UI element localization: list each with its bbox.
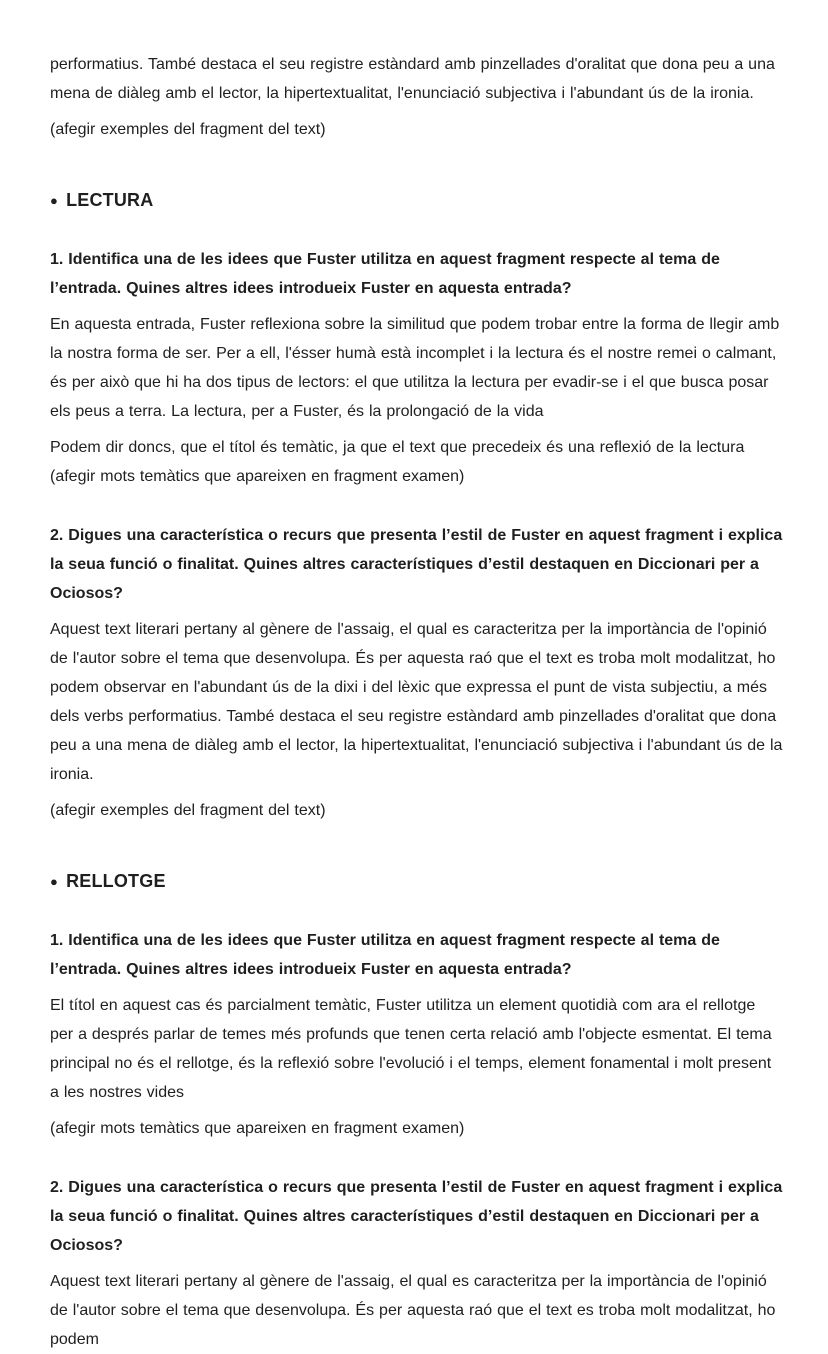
answer-1-lectura-paragraph-2: Podem dir doncs, que el títol és temàtic, ja que el text que precedeix és una reflexió de la lectura (afegir mots temàtics que apareixen en fragment examen) — [50, 439, 745, 485]
question-1-lectura: 1. Identifica una de les idees que Fuster utilitza en aquest fragment respecte al tema de l’entrada. Quines altres idees introdueix Fuster en aquesta entrada? — [50, 251, 720, 297]
answer-2-lectura: Aquest text literari pertany al gènere de l'assaig, el qual es caracteritza per la importància de l'opinió de l'autor sobre el tema que desenvolupa. És per aquesta raó que el text es troba molt modalitzat, ho podem observar en l'abundant ús de la dixi i del lèxic que expressa el punt de vista subjectiu, a més dels verbs performatius. També destaca el seu registre estàndard amb pinzellades d'oralitat que dona peu a una mena de diàleg amb el lector, la hipertextualitat, l'enunciació subjectiva i l'abundant ús de la ironia. — [50, 621, 783, 783]
question-2-rellotge: 2. Digues una característica o recurs que presenta l’estil de Fuster en aquest fragment i explica la seua funció o finalitat. Quines altres característiques d’estil destaquen en Diccionari per a Ociosos? — [50, 1179, 783, 1254]
section-heading-rellotge-label: RELLOTGE — [66, 871, 166, 891]
bullet-icon: ● — [50, 874, 59, 889]
question-1-rellotge: 1. Identifica una de les idees que Fuster utilitza en aquest fragment respecte al tema de l’entrada. Quines altres idees introdueix Fuster en aquesta entrada? — [50, 932, 720, 978]
answer-1-lectura-paragraph-1: En aquesta entrada, Fuster reflexiona sobre la similitud que podem trobar entre la forma de llegir amb la nostra forma de ser. Per a ell, l'ésser humà està incomplet i la lectura és el nostre remei o calmant, és per això que hi ha dos tipus de lectors: el que utilitza la lectura per evadir-se i el que busca posar els peus a terra. La lectura, per a Fuster, és la prolongació de la vida — [50, 316, 780, 420]
bullet-icon: ● — [50, 193, 59, 208]
note-add-examples-2: (afegir exemples del fragment del text) — [50, 802, 326, 819]
section-heading-rellotge — [50, 867, 783, 896]
section-heading-lectura — [50, 186, 783, 215]
question-2-lectura: 2. Digues una característica o recurs que presenta l’estil de Fuster en aquest fragment i explica la seua funció o finalitat. Quines altres característiques d’estil destaquen en Diccionari per a Ociosos? — [50, 527, 783, 602]
section-heading-lectura-label: LECTURA — [66, 190, 154, 210]
note-add-examples: (afegir exemples del fragment del text) — [50, 121, 326, 138]
answer-2-rellotge-truncated: Aquest text literari pertany al gènere de l'assaig, el qual es caracteritza per la importància de l'opinió de l'autor sobre el tema que desenvolupa. És per aquesta raó que el text es troba molt modalitzat, ho podem — [50, 1273, 776, 1348]
paragraph-style-continuation: performatius. També destaca el seu registre estàndard amb pinzellades d'oralitat que dona peu a una mena de diàleg amb el lector, la hipertextualitat, l'enunciació subjectiva i l'abundant ús de la ironia. — [50, 56, 775, 102]
note-add-thematic-words: (afegir mots temàtics que apareixen en fragment examen) — [50, 1120, 465, 1137]
answer-1-rellotge: El títol en aquest cas és parcialment temàtic, Fuster utilitza un element quotidià com ara el rellotge per a després parlar de temes més profunds que tenen certa relació amb l'objecte esmentat. El tema principal no és el rellotge, és la reflexió sobre l'evolució i el temps, element fonamental i molt present a les nostres vides — [50, 997, 772, 1101]
